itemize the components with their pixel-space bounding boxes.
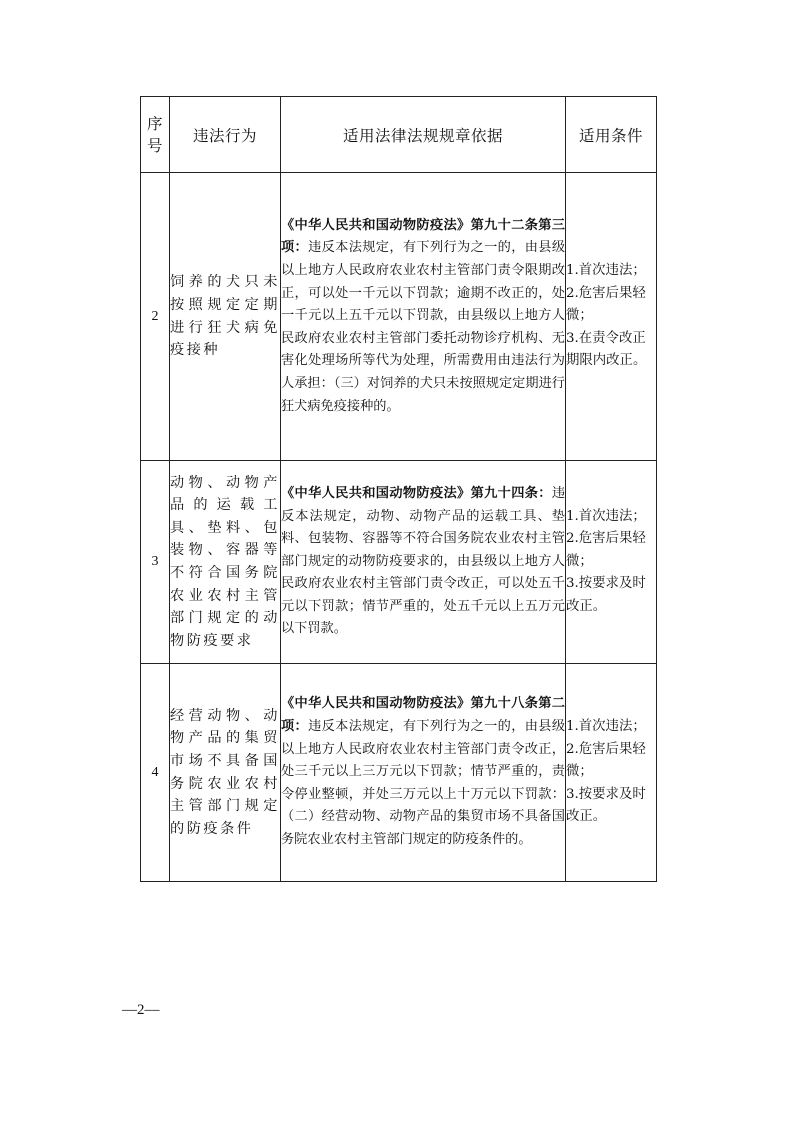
table-row (141, 173, 657, 461)
row-number: 2 (141, 173, 170, 461)
row-number: 3 (141, 461, 170, 664)
law-title: 《中华人民共和国动物防疫法》第九十八条第二项： (281, 696, 565, 735)
condition-item: 1.首次违法； (566, 508, 646, 524)
legal-basis-cell (281, 461, 566, 664)
conditions-cell (566, 664, 657, 882)
header-conditions: 适用条件 (566, 97, 657, 173)
table-row (141, 461, 657, 664)
table-row (141, 664, 657, 882)
header-violation: 违法行为 (170, 97, 281, 173)
law-body: 违反本法规定，有下列行为之一的，由县级以上地方人民政府农业农村主管部门责令限期改正，可以处一千元以下罚款；逾期不改正的，处一千元以上五千元以下罚款，由县级以上地方人民政府农业农村主管部门委托动物诊疗机构、无害化处理场所等代为处理，所需费用由违法行为人承担：（三）对饲养的犬只未按照规定定期进行狂犬病免疫接种的。 (281, 240, 566, 414)
condition-item: 3.按要求及时改正。 (566, 576, 646, 614)
page-number: —2— (122, 1002, 160, 1018)
regulation-table (140, 96, 657, 882)
law-body: 违反本法规定，有下列行为之一的，由县级以上地方人民政府农业农村主管部门责令改正，处三千元以上三万元以下罚款；情节严重的，责令停业整顿，并处三万元以上十万元以下罚款：（二）经营动物、动物产品的集贸市场不具备国务院农业农村主管部门规定的防疫条件的。 (281, 719, 566, 847)
condition-item: 1.首次违法； (566, 719, 646, 735)
legal-basis-cell (281, 173, 566, 461)
header-legal-basis: 适用法律法规规章依据 (281, 97, 566, 173)
condition-item: 2.危害后果轻微； (566, 741, 646, 780)
legal-basis-cell (281, 664, 566, 882)
conditions-cell (566, 461, 657, 664)
condition-item: 1.首次违法； (566, 263, 646, 279)
law-title: 《中华人民共和国动物防疫法》第九十四条： (281, 485, 552, 501)
row-number: 4 (141, 664, 170, 882)
law-body: 违反本法规定，动物、动物产品的运载工具、垫料、包装物、容器等不符合国务院农业农村主管部门规定的动物防疫要求的，由县级以上地方人民政府农业农村主管部门责令改正，可以处五千元以下罚款；情节严重的，处五千元以上五万元以下罚款。 (281, 485, 565, 637)
law-title: 《中华人民共和国动物防疫法》第九十二条第三项： (281, 217, 565, 256)
violation-cell: 动物、动物产品的运载工具、垫料、包装物、容器等不符合国务院农业农村主管部门规定的动物防疫要求 (170, 461, 281, 664)
condition-item: 3.按要求及时改正。 (566, 786, 646, 825)
conditions-cell (566, 173, 657, 461)
table-header-row (141, 97, 657, 173)
condition-item: 3.在责令改正期限内改正。 (566, 330, 647, 369)
violation-cell: 饲养的犬只未按照规定定期进行狂犬病免疫接种 (170, 173, 281, 461)
condition-item: 2.危害后果轻微； (566, 531, 646, 569)
header-seq: 序号 (141, 97, 170, 173)
condition-item: 2.危害后果轻微； (566, 285, 646, 324)
violation-cell: 经营动物、动物产品的集贸市场不具备国务院农业农村主管部门规定的防疫条件 (170, 664, 281, 882)
